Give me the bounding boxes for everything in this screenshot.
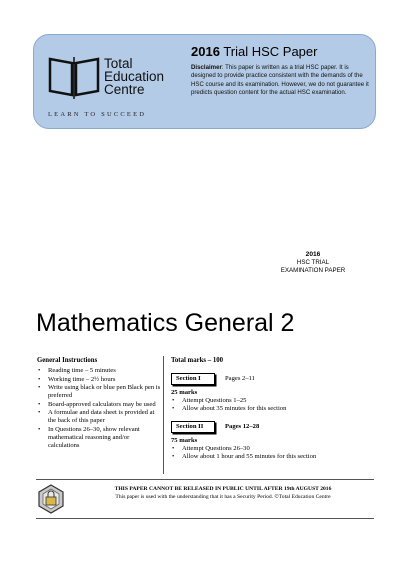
section1-label: Section I bbox=[171, 373, 215, 385]
section1-pages: Pages 2–11 bbox=[225, 375, 255, 382]
section1-marks: 25 marks bbox=[171, 389, 198, 396]
exam-line2: EXAMINATION PAPER bbox=[280, 267, 346, 274]
exam-line1: HSC TRIAL bbox=[296, 259, 330, 266]
section2-header bbox=[171, 421, 371, 433]
security-notice bbox=[74, 486, 372, 501]
section2-marks: 75 marks bbox=[171, 437, 198, 444]
book-logo-icon bbox=[46, 55, 102, 103]
marks-summary bbox=[171, 357, 371, 461]
section2-pages: Pages 12–28 bbox=[225, 423, 260, 430]
subject-title: Mathematics General 2 bbox=[36, 309, 295, 337]
logo-line1: Total bbox=[104, 56, 133, 71]
paper-year: 2016 bbox=[191, 44, 220, 59]
footer-divider-top bbox=[36, 479, 374, 480]
general-instructions bbox=[37, 357, 162, 450]
list-item: • Write using black or blue pen Black pen is preferred bbox=[37, 384, 162, 400]
list-item: • Allow about 35 minutes for this section bbox=[171, 405, 371, 413]
footer-divider-bottom bbox=[36, 518, 374, 519]
instructions-list bbox=[37, 367, 162, 450]
exam-info bbox=[278, 251, 348, 275]
header-banner bbox=[33, 34, 376, 129]
section2-label: Section II bbox=[171, 421, 215, 433]
list-item: • Reading time – 5 minutes bbox=[37, 367, 162, 375]
list-item: • Allow about 1 hour and 55 minutes for this section bbox=[171, 453, 371, 461]
disclaimer bbox=[191, 64, 371, 98]
list-item: • Working time – 2½ hours bbox=[37, 376, 162, 384]
security-period-notice: This paper is used with the understanding that it has a Security Period. ©Total Education Centre bbox=[115, 493, 331, 500]
total-marks: Total marks – 100 bbox=[171, 357, 224, 364]
security-seal-icon bbox=[35, 483, 67, 515]
section2-list bbox=[171, 445, 371, 461]
exam-year: 2016 bbox=[305, 251, 321, 258]
list-item: • In Questions 26–30, show relevant mathematical reasoning and/or calculations bbox=[37, 426, 162, 450]
instructions-heading: General Instructions bbox=[37, 357, 98, 364]
logo-line2: Education bbox=[104, 69, 165, 84]
logo-tagline: LEARN TO SUCCEED bbox=[48, 111, 147, 118]
paper-title bbox=[191, 44, 317, 59]
logo bbox=[46, 55, 186, 125]
disclaimer-label: Disclaimer bbox=[191, 64, 222, 71]
disclaimer-text: : This paper is written as a trial HSC paper. It is designed to provide practice consistent with the demands of the HSC course and its examination. However, we do not guarantee it predicts question content for the actual HSC examination. bbox=[191, 64, 369, 97]
list-item: • A formulae and data sheet is provided at the back of this paper bbox=[37, 409, 162, 425]
release-notice: THIS PAPER CANNOT BE RELEASED IN PUBLIC UNTIL AFTER 19th AUGUST 2016 bbox=[114, 486, 332, 492]
column-divider bbox=[163, 356, 164, 474]
section1-list bbox=[171, 397, 371, 413]
paper-title-text: Trial HSC Paper bbox=[223, 44, 318, 59]
logo-line3: Centre bbox=[104, 82, 145, 97]
list-item: • Attempt Questions 1–25 bbox=[171, 397, 371, 405]
list-item: • Attempt Questions 26–30 bbox=[171, 445, 371, 453]
logo-wordmark bbox=[104, 57, 164, 96]
section1-header bbox=[171, 373, 371, 385]
list-item: • Board-approved calculators may be used bbox=[37, 401, 162, 409]
